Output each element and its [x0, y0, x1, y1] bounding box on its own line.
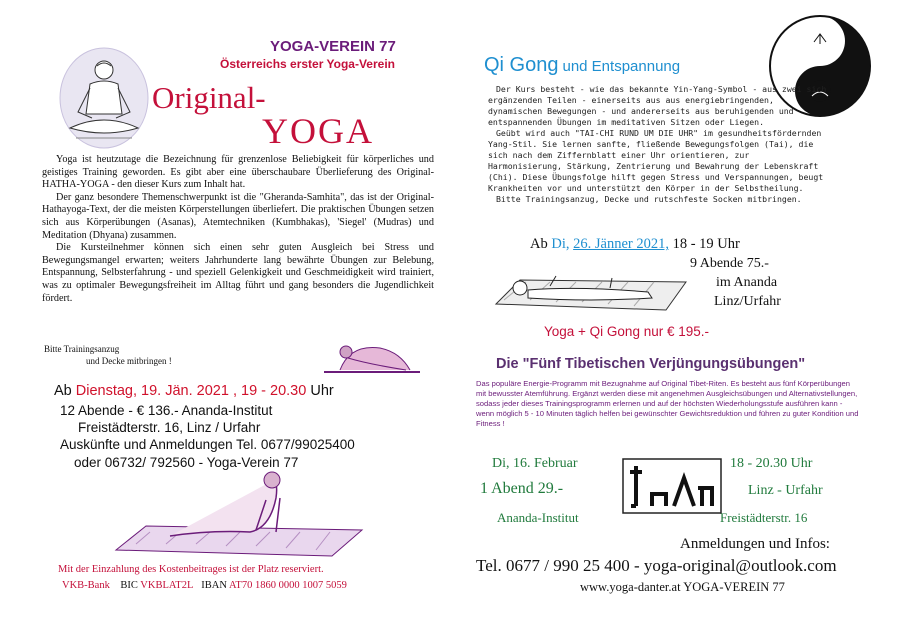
- org-title: YOGA-VEREIN 77: [270, 38, 396, 55]
- tibetan-time: 18 - 20.30 Uhr: [730, 456, 813, 471]
- bank-name: VKB-Bank: [62, 580, 110, 591]
- yoga-date-prefix: Ab: [54, 383, 76, 399]
- tibetan-location-2: Freistädterstr. 16: [720, 510, 808, 525]
- iban-label: IBAN: [201, 580, 227, 591]
- qi-gong-evenings: 9 Abende 75.-: [690, 256, 769, 271]
- yoga-schedule-date: [54, 383, 334, 399]
- tibetan-date: Di, 16. Februar: [492, 456, 578, 471]
- qi-gong-paragraph: Der Kurs besteht - wie das bekannte Yin-Yang-Symbol - aus zwei sich ergänzenden Teilen - einerseits aus aus energiebringenden, dynamischen Bewegungen - und andererseits aus beruhigenden und entspannenden Übungen im meditativen Sitzen oder Liegen.: [488, 84, 827, 127]
- yoga-paragraph: Die Kursteilnehmer können sich einen sehr guten Ausgleich bei Stress und Bewegungsmangel erwarten; weiters Jahrhunderte lang bewährte Übungen zur Belebung, Entspannung, Selbsterfahrung - und speziell Gelenkigkeit und Geschmeidigkeit wird trainiert, was zu optimaler Bewegungsfreiheit im Alltag führt und gang besonders die Jugendlichkeit fördert.: [42, 242, 434, 304]
- forward-bend-illustration: [318, 338, 426, 378]
- qi-gong-title-main: Qi Gong: [484, 54, 559, 76]
- bank-details: [62, 580, 347, 591]
- bic-label: BIC: [120, 580, 138, 591]
- iban-value: AT70 1860 0000 1007 5059: [228, 580, 347, 591]
- bic-value: VKBLAT2L: [140, 580, 194, 591]
- tibetan-location-1: Linz - Urfahr: [748, 483, 823, 498]
- yoga-schedule-price: 12 Abende - € 136.- Ananda-Institut: [60, 403, 273, 418]
- contact-phone-email: Tel. 0677 / 990 25 400 - yoga-original@outlook.com: [476, 556, 837, 575]
- qi-date-prefix: Ab: [530, 236, 552, 252]
- yoga-date-suffix: Uhr: [306, 383, 334, 399]
- qi-gong-date: [530, 236, 740, 253]
- yoga-schedule-contact: Auskünfte und Anmeldungen Tel. 0677/99025400: [60, 437, 355, 452]
- yoga-schedule-contact-alt: oder 06732/ 792560 - Yoga-Verein 77: [74, 455, 299, 470]
- yoga-bring-note-1: Bitte Trainingsanzug: [44, 344, 120, 354]
- qi-gong-location-2: Linz/Urfahr: [714, 294, 781, 309]
- qi-gong-paragraph: Geübt wird auch "TAI-CHI RUND UM DIE UHR" im gesundheitsfördernden Yang-Stil. Sie lernen sanfte, fließende Bewegungsfolgen (Tai), die sich nach dem Ziffernblatt einer Uhr orientieren, zur Harmonisierung, Stärkung, Zentrierung und Bewahrung der Lebenskraft (Chi). Diese Übungsfolge hilft gegen Stress und Verspannungen, beugt Krankheiten vor und unterstützt den Körper in der Selbstheilung.: [488, 128, 824, 193]
- yoga-bring-note-2: und Decke mitbringen !: [86, 356, 172, 366]
- qi-gong-title: [484, 54, 680, 77]
- tibetan-institute: Ananda-Institut: [497, 510, 579, 525]
- qi-date-day: Di,: [551, 236, 570, 252]
- tibetan-title: Die "Fünf Tibetischen Verjüngungsübungen": [496, 356, 806, 372]
- yoga-title-line1: Original-: [152, 80, 266, 115]
- tibetan-description: Das populäre Energie-Programm mit Bezugnahme auf Original Tibet-Riten. Es besteht aus fünf Körperübungen mit bewusster Atemführung. Ergänzt werden diese mit angenehmen Ausgleichsübungen und Alternativstellungen, sodass jeder dieses Trainingsprogramm erlernen und auf der höchsten Wiederholungsstufe ausführen kann - wenn möglich 5 - 10 Minuten täglich helfen bei gewünschter Gewichtsreduktion und führen zu guter Kondition und Fitness !: [476, 379, 859, 428]
- yoga-paragraph: Der ganz besondere Themenschwerpunkt ist die "Gheranda-Samhita", das ist der Original- Hathayoga-Text, der die meisten Körperstellungen überliefert. Die praktischen Übungen setzen sich aus Körperübungen (Asanas), Atemtechniken (Kumbhakas), 'Siegel' (Mudras) und Meditation (Dhyana) zusammen.: [42, 191, 434, 241]
- tibetan-exercises-illustration: [622, 458, 722, 514]
- contact-website: www.yoga-danter.at YOGA-VEREIN 77: [580, 580, 785, 594]
- contact-title: Anmeldungen und Infos:: [680, 536, 830, 552]
- yoga-title-line2: YOGA: [262, 111, 374, 151]
- yoga-paragraph: Yoga ist heutzutage die Bezeichnung für grenzenlose Beliebigkeit für körperliches und geistiges Training geworden. Es gibt aber eine überschaubare Überlieferung des Original- HATHA-YOGA - den dieser Kurs zum Inhalt hat.: [42, 154, 434, 191]
- qi-gong-location-1: im Ananda: [716, 275, 778, 290]
- org-subtitle: Österreichs erster Yoga-Verein: [220, 57, 395, 71]
- meditating-yogi-illustration: [56, 46, 152, 150]
- yoga-description: [42, 154, 434, 305]
- relaxation-illustration: [490, 260, 690, 316]
- qi-gong-description: [488, 84, 828, 205]
- qi-gong-title-rest: und Entspannung: [562, 58, 681, 75]
- yoga-date-value: Dienstag, 19. Jän. 2021 , 19 - 20.30: [75, 383, 307, 399]
- qi-date-value: 26. Jänner 2021,: [573, 236, 669, 252]
- qi-gong-paragraph: Bitte Trainingsanzug, Decke und rutschfeste Socken mitbringen.: [496, 194, 802, 204]
- qi-date-time: 18 - 19 Uhr: [668, 236, 740, 252]
- tibetan-evening-price: 1 Abend 29.-: [480, 480, 564, 497]
- deposit-note: Mit der Einzahlung des Kostenbeitrages ist der Platz reserviert.: [58, 564, 324, 575]
- cobra-pose-illustration: [106, 470, 372, 560]
- combo-price: Yoga + Qi Gong nur € 195.-: [544, 324, 709, 339]
- yoga-schedule-address: Freistädterstr. 16, Linz / Urfahr: [78, 420, 261, 435]
